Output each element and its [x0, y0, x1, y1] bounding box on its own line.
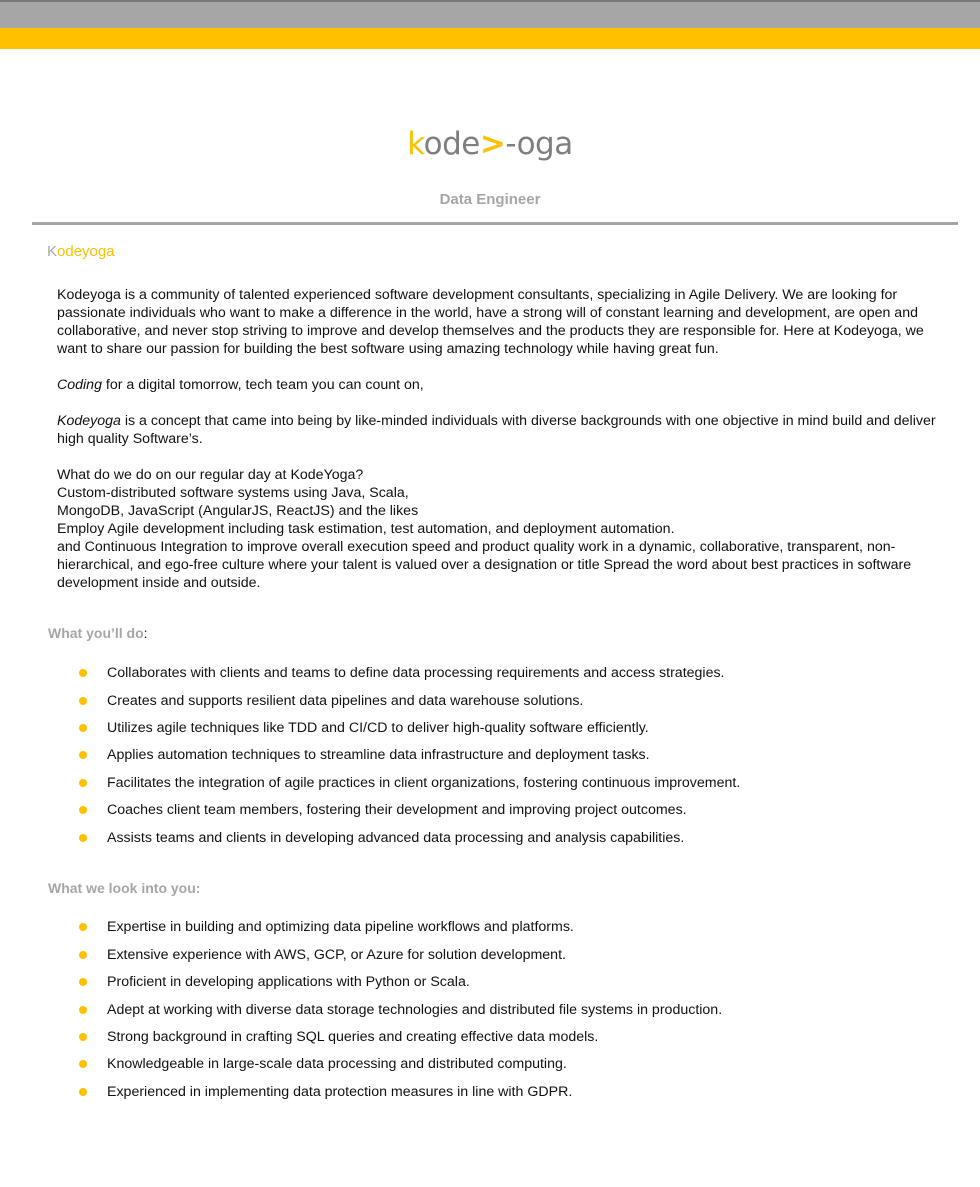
section-heading-what-youll-do: What you’ll do:	[48, 625, 148, 641]
bullet-icon	[79, 724, 87, 732]
bullet-icon	[79, 1088, 87, 1096]
bullet-icon	[79, 834, 87, 842]
top-yellow-band	[0, 28, 980, 49]
header-divider	[32, 222, 958, 225]
intro-concept: Kodeyoga is a concept that came into being by like-minded individuals with diverse backgrounds with one objective in mind build and deliver high quality Software’s.	[57, 413, 936, 447]
bullet-icon	[79, 806, 87, 814]
bullet-icon	[79, 1060, 87, 1068]
intro-tagline: Coding for a digital tomorrow, tech team you can count on,	[57, 377, 424, 393]
bullet-icon	[79, 1033, 87, 1041]
bullet-icon	[79, 751, 87, 759]
intro-line: MongoDB, JavaScript (AngularJS, ReactJS) and the likes	[57, 503, 419, 519]
section-heading-what-we-look: What we look into you:	[48, 880, 201, 896]
bullet-icon	[79, 669, 87, 677]
top-gray-band	[0, 0, 980, 28]
intro-line: What do we do on our regular day at KodeYoga?	[57, 467, 364, 483]
bullet-icon	[79, 951, 87, 959]
bullet-icon	[79, 923, 87, 931]
intro-line: Employ Agile development including task estimation, test automation, and deployment automation.	[57, 521, 675, 537]
kodeyoga-logo: kode>-oga	[407, 126, 573, 162]
intro-line: Custom-distributed software systems using Java, Scala,	[57, 485, 409, 501]
intro-paragraph: Kodeyoga is a community of talented experienced software development consultants, specializing in Agile Delivery. We are looking for passionate individuals who want to make a difference in the world, have a strong will of constant learning and development, are open and collaborative, and never stop striving to improve and develop themselves and the products they are responsible for. Here at Kodeyoga, we want to share our passion for building the best software using amazing technology while having great fun.	[57, 287, 924, 357]
bullet-icon	[79, 697, 87, 705]
job-title: Data Engineer	[439, 191, 541, 208]
company-name: Kodeyoga	[47, 243, 115, 260]
bullet-icon	[79, 1006, 87, 1014]
intro-line: and Continuous Integration to improve overall execution speed and product quality work in a dynamic, collaborative, transparent, non-hierarchical, and ego-free culture where your talent is valued over a designation or title Spread the word about best practices in software development inside and outside.	[57, 539, 912, 591]
bullet-icon	[79, 978, 87, 986]
intro-text	[57, 286, 957, 592]
bullet-icon	[79, 779, 87, 787]
